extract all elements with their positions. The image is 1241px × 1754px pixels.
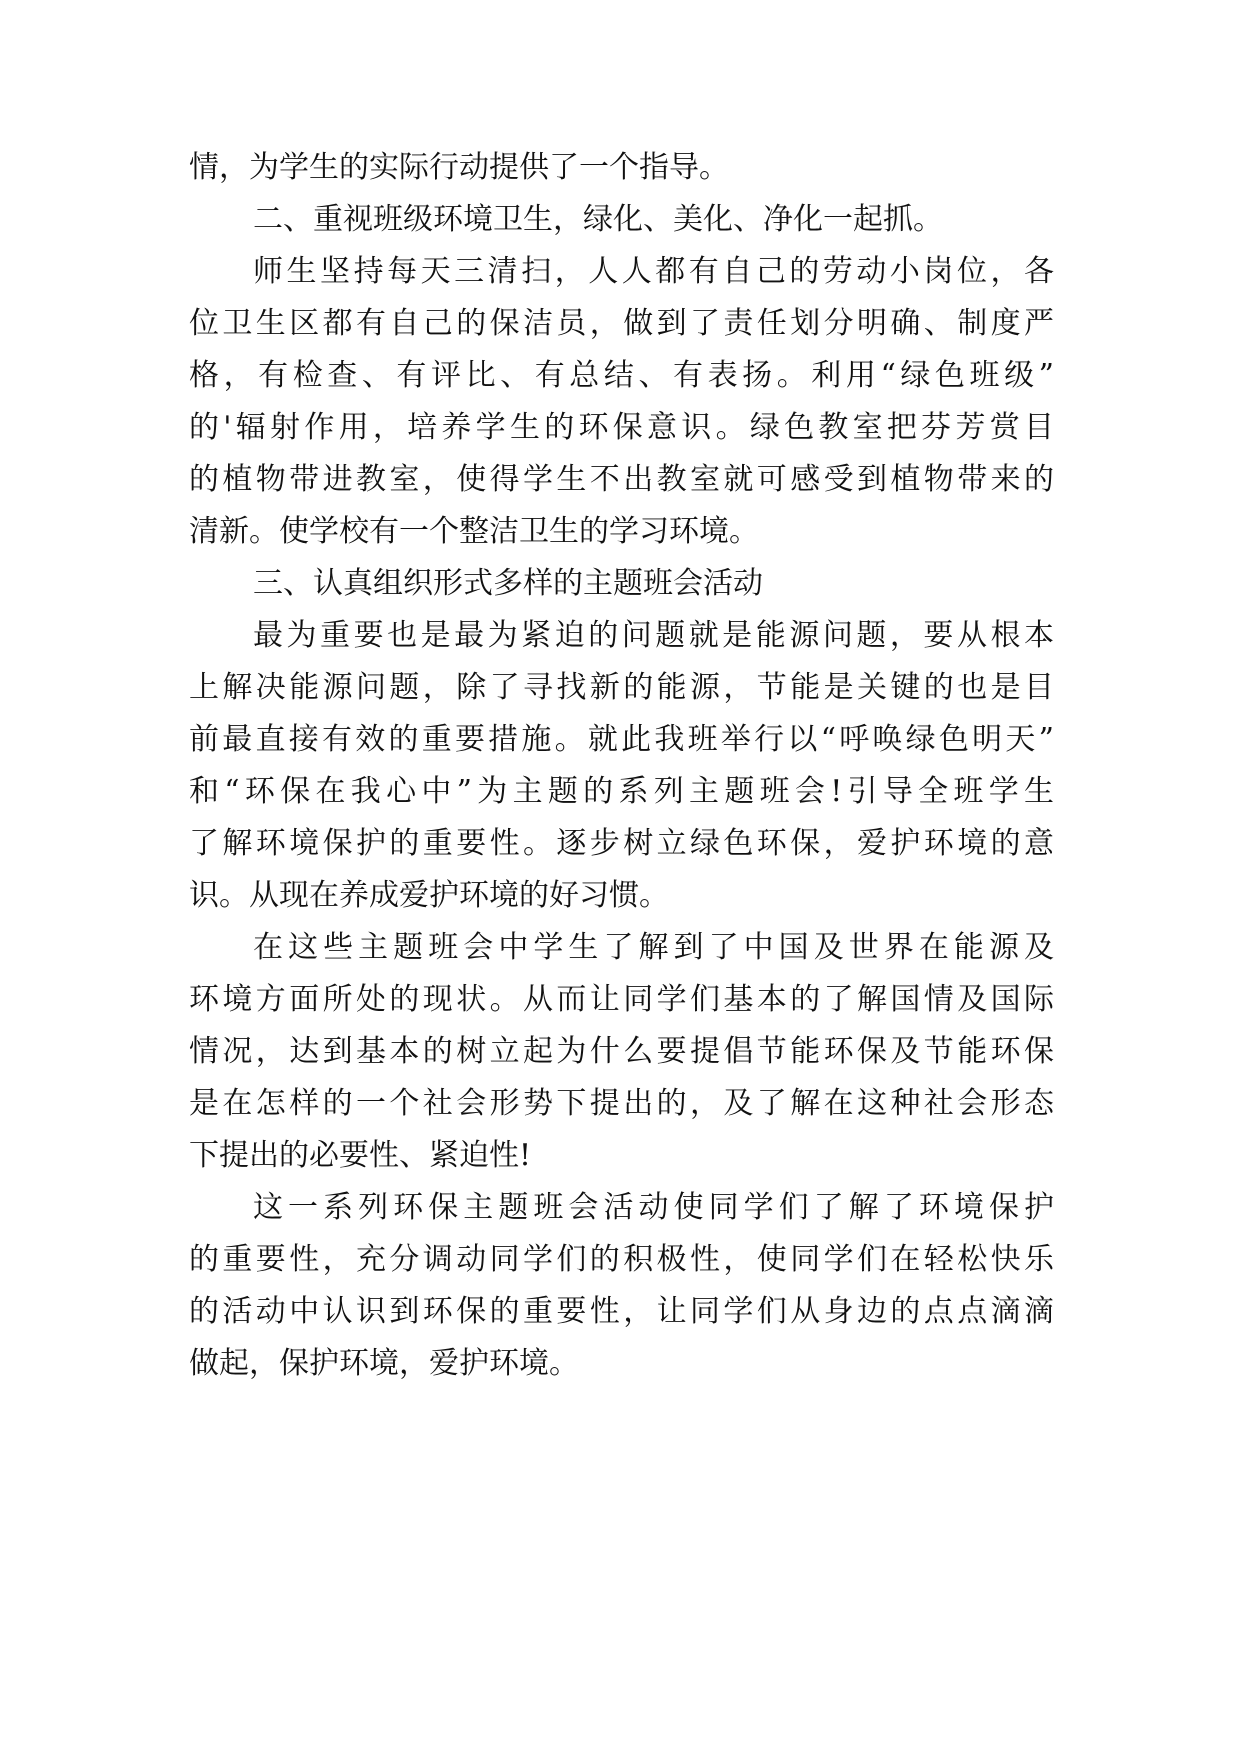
text-line (0, 1344, 1241, 1384)
text-line (0, 408, 1241, 448)
line-text: 在这些主题班会中学生了解到了中国及世界在能源及 (253, 930, 1054, 965)
text-line (0, 460, 1241, 500)
line-text: 三、认真组织形式多样的主题班会活动 (253, 566, 763, 601)
line-text: 情，为学生的实际行动提供了一个指导。 (189, 150, 729, 185)
line-text: 环境方面所处的现状。从而让同学们基本的了解国情及国际 (189, 982, 1054, 1017)
section-heading (0, 200, 1241, 240)
text-line (0, 824, 1241, 864)
line-text: 这一系列环保主题班会活动使同学们了解了环境保护 (253, 1190, 1054, 1225)
text-line (0, 928, 1241, 968)
line-text: 是在怎样的一个社会形势下提出的，及了解在这种社会形态 (189, 1086, 1054, 1121)
line-text: 做起，保护环境，爱护环境。 (189, 1346, 579, 1381)
text-line (0, 1292, 1241, 1332)
line-text: 上解决能源问题，除了寻找新的能源，节能是关键的也是目 (189, 670, 1054, 705)
line-text: 最为重要也是最为紧迫的问题就是能源问题，要从根本 (253, 618, 1054, 653)
line-text: 和“环保在我心中”为主题的系列主题班会!引导全班学生 (189, 774, 1054, 809)
text-line (0, 1240, 1241, 1280)
line-text: 识。从现在养成爱护环境的好习惯。 (189, 878, 669, 913)
line-text: 下提出的必要性、紧迫性! (189, 1138, 532, 1173)
line-text: 前最直接有效的重要措施。就此我班举行以“呼唤绿色明天” (189, 722, 1054, 757)
text-line (0, 1188, 1241, 1228)
text-line (0, 668, 1241, 708)
line-text: 的重要性，充分调动同学们的积极性，使同学们在轻松快乐 (189, 1242, 1054, 1277)
text-line (0, 304, 1241, 344)
section-heading (0, 564, 1241, 604)
line-text: 的活动中认识到环保的重要性，让同学们从身边的点点滴滴 (189, 1294, 1054, 1329)
line-text: 师生坚持每天三清扫，人人都有自己的劳动小岗位，各 (253, 254, 1054, 289)
line-text: 格，有检查、有评比、有总结、有表扬。利用“绿色班级” (189, 358, 1054, 393)
text-line (0, 1084, 1241, 1124)
line-text: 了解环境保护的重要性。逐步树立绿色环保，爱护环境的意 (189, 826, 1054, 861)
line-text: 的'辐射作用，培养学生的环保意识。绿色教室把芬芳赏目 (189, 410, 1054, 445)
line-text: 位卫生区都有自己的保洁员，做到了责任划分明确、制度严 (189, 306, 1054, 341)
text-line (0, 148, 1241, 188)
text-line (0, 720, 1241, 760)
text-line (0, 356, 1241, 396)
text-line (0, 252, 1241, 292)
text-line (0, 1136, 1241, 1176)
line-text: 二、重视班级环境卫生，绿化、美化、净化一起抓。 (253, 202, 943, 237)
text-line (0, 512, 1241, 552)
line-text: 清新。使学校有一个整洁卫生的学习环境。 (189, 514, 759, 549)
text-line (0, 1032, 1241, 1072)
line-text: 情况，达到基本的树立起为什么要提倡节能环保及节能环保 (189, 1034, 1054, 1069)
text-line (0, 616, 1241, 656)
text-line (0, 876, 1241, 916)
text-line (0, 980, 1241, 1020)
text-line (0, 772, 1241, 812)
line-text: 的植物带进教室，使得学生不出教室就可感受到植物带来的 (189, 462, 1054, 497)
